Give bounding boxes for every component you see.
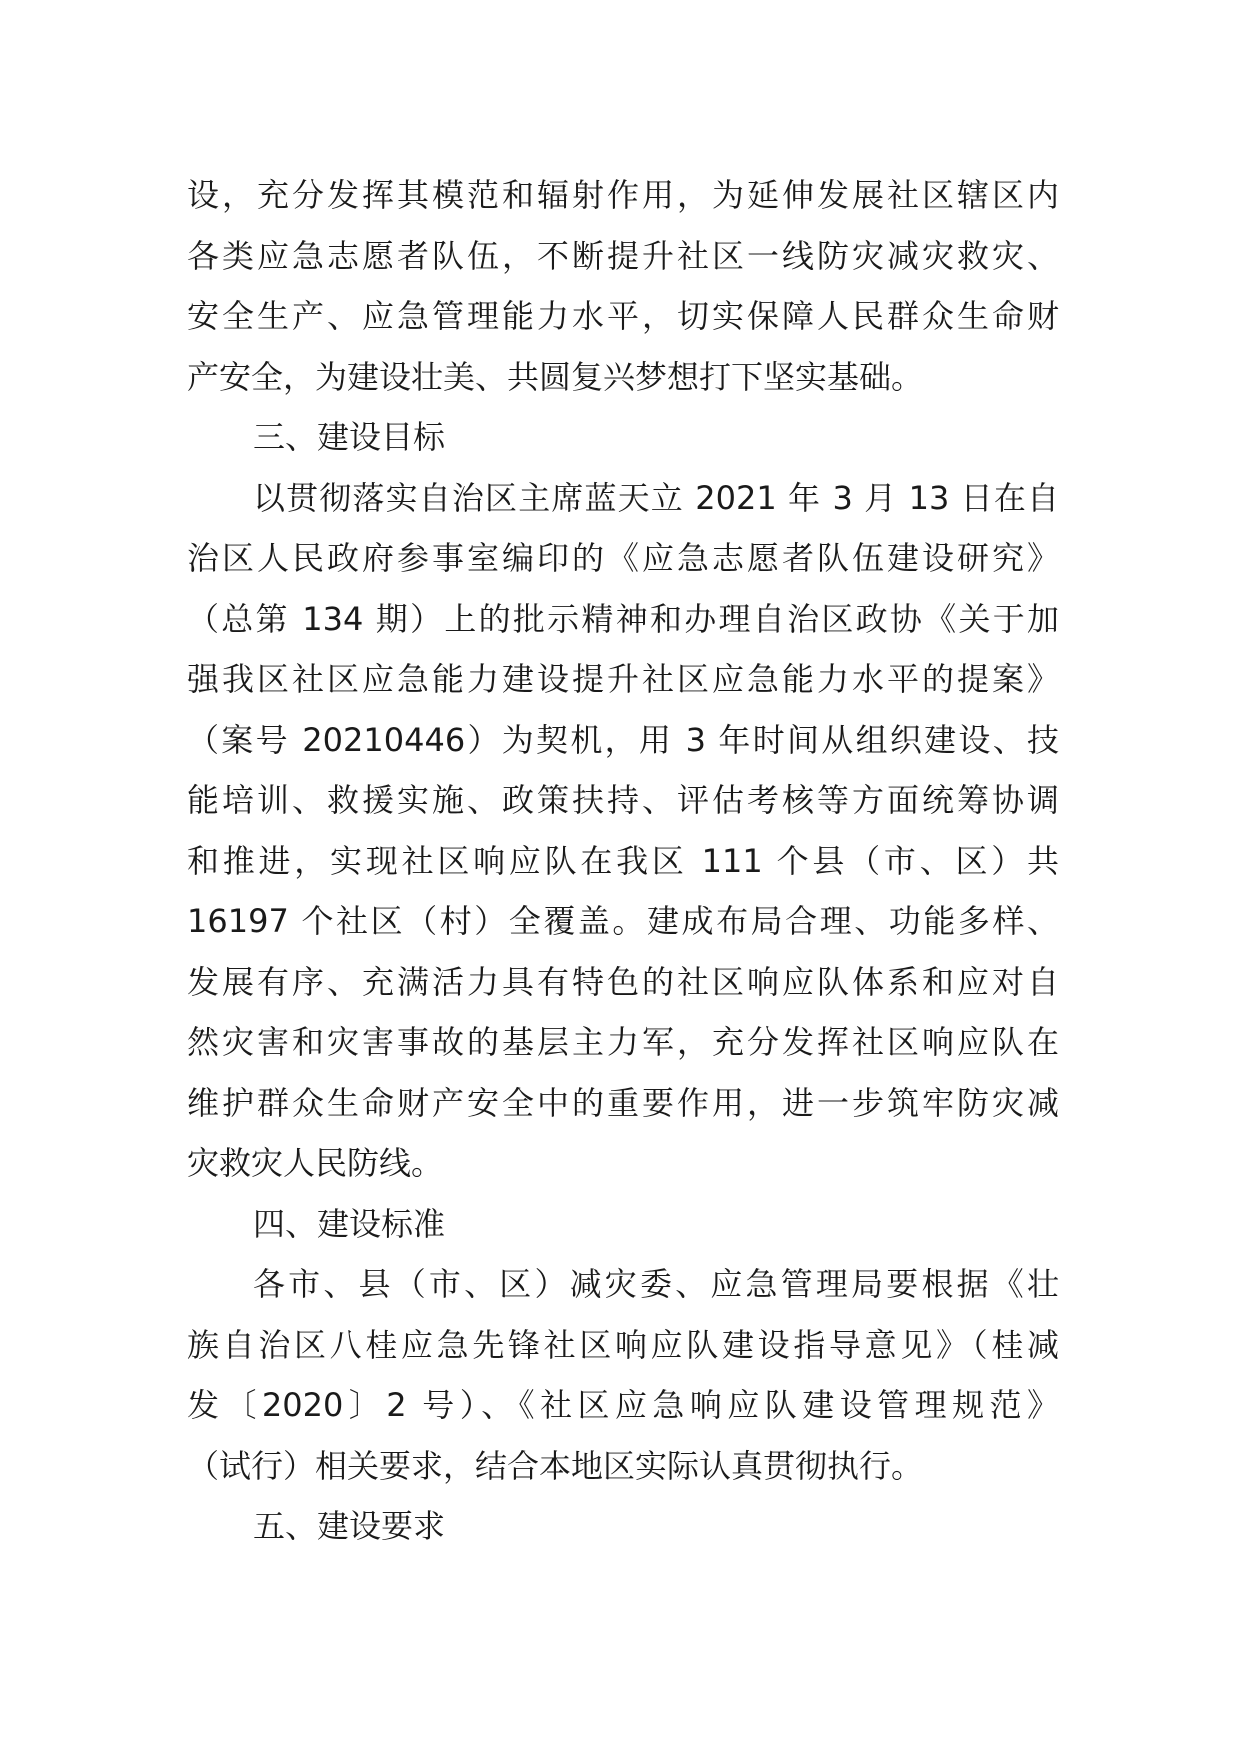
text-line: 和推进，实现社区响应队在我区 111 个县（市、区）共 [187,841,1059,880]
text-line: 以贯彻落实自治区主席蓝天立 2021 年 3 月 13 日在自 [253,478,1059,517]
text-line: 然灾害和灾害事故的基层主力军，充分发挥社区响应队在 [187,1023,1059,1061]
text-line: 各市、县（市、区）减灾委、应急管理局要根据《壮 [253,1265,1059,1303]
text-line: 发展有序、充满活力具有特色的社区响应队体系和应对自 [187,962,1059,1001]
text-line: （试行）相关要求，结合本地区实际认真贯彻执行。 [187,1446,924,1485]
section-heading-requirements [187,1496,1059,1557]
section-heading-text: 五、建设要求 [253,1507,446,1545]
text-line: 强我区社区应急能力建设提升社区应急能力水平的提案》 [187,660,1059,698]
text-line: 能培训、救援实施、政策扶持、评估考核等方面统筹协调 [187,781,1059,819]
paragraph-goals [187,468,1059,1194]
section-heading-text: 四、建设标准 [253,1204,446,1243]
text-line: 治区人民政府参事室编印的《应急志愿者队伍建设研究》 [187,539,1059,577]
text-line: 安全生产、应急管理能力水平，切实保障人民群众生命财 [187,297,1059,335]
text-line: 发〔2020〕2 号）、《社区应急响应队建设管理规范》 [187,1386,1059,1424]
section-heading-goals [187,407,1059,468]
text-line: 设，充分发挥其模范和辐射作用，为延伸发展社区辖区内 [187,176,1059,214]
text-line: 灾救灾人民防线。 [187,1144,444,1182]
text-line: 产安全，为建设壮美、共圆复兴梦想打下坚实基础。 [187,357,924,396]
paragraph-continuation [187,165,1059,407]
text-line: 各类应急志愿者队伍，不断提升社区一线防灾减灾救灾、 [187,236,1059,275]
document-body [187,165,1059,1557]
text-line: 族自治区八桂应急先锋社区响应队建设指导意见》（桂减 [187,1325,1059,1364]
section-heading-standards [187,1194,1059,1255]
text-line: （案号 20210446）为契机，用 3 年时间从组织建设、技 [187,720,1059,759]
paragraph-standards [187,1254,1059,1496]
section-heading-text: 三、建设目标 [253,418,446,456]
text-line: 维护群众生命财产安全中的重要作用，进一步筑牢防灾减 [187,1083,1059,1122]
text-line: 16197 个社区（村）全覆盖。建成布局合理、功能多样、 [187,902,1059,940]
text-line: （总第 134 期）上的批示精神和办理自治区政协《关于加 [187,599,1059,638]
